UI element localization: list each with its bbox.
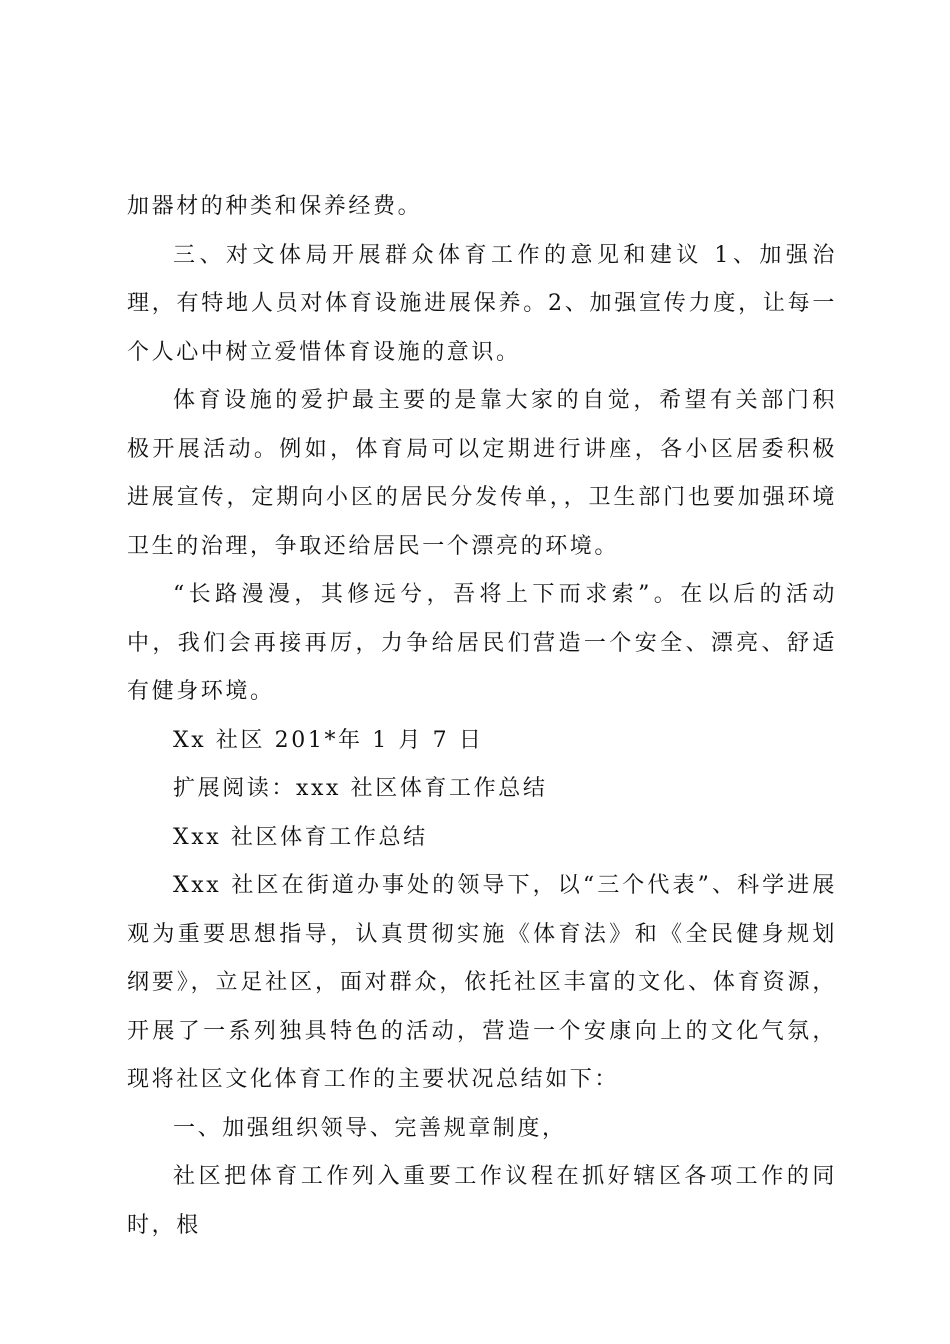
paragraph-facility-care: 体育设施的爱护最主要的是靠大家的自觉，希望有关部门积极开展活动。例如，体育局可以定期进行讲座，各小区居委积极进展宣传，定期向小区的居民分发传单，，卫生部门也要加强环境卫生的治理，争取还给居民一个漂亮的环境。 bbox=[127, 388, 837, 559]
paragraph-introduction: Xxx 社区在街道办事处的领导下，以“三个代表”、科学进展观为重要思想指导，认真贯彻实施《体育法》和《全民健身规划纲要》，立足社区，面对群众，依托社区丰富的文化、体育资源，开展了一系列独具特色的活动，营造一个安康向上的文化气氛，现将社区文化体育工作的主要状况总结如下： bbox=[127, 873, 837, 1092]
section-title: Xxx 社区体育工作总结 bbox=[173, 824, 428, 850]
extended-reading-label: 扩展阅读：xxx 社区体育工作总结 bbox=[173, 776, 548, 801]
document-body bbox=[127, 183, 837, 1250]
signature-date: Xx 社区 201*年 1 月 7 日 bbox=[173, 727, 484, 753]
heading-organization: 一、加强组织领导、完善规章制度， bbox=[173, 1115, 567, 1141]
paragraph-equipment-funding: 加器材的种类和保养经费。 bbox=[127, 194, 423, 219]
paragraph-work-agenda: 社区把体育工作列入重要工作议程在抓好辖区各项工作的同时，根 bbox=[127, 1164, 837, 1238]
paragraph-closing-quote: “长路漫漫，其修远兮，吾将上下而求索”。在以后的活动中，我们会再接再厉，力争给居民们营造一个安全、漂亮、舒适有健身环境。 bbox=[127, 582, 837, 704]
paragraph-suggestions: 三、对文体局开展群众体育工作的意见和建议 1、加强治理，有特地人员对体育设施进展保养。2、加强宣传力度，让每一个人心中树立爱惜体育设施的意识。 bbox=[127, 242, 837, 365]
